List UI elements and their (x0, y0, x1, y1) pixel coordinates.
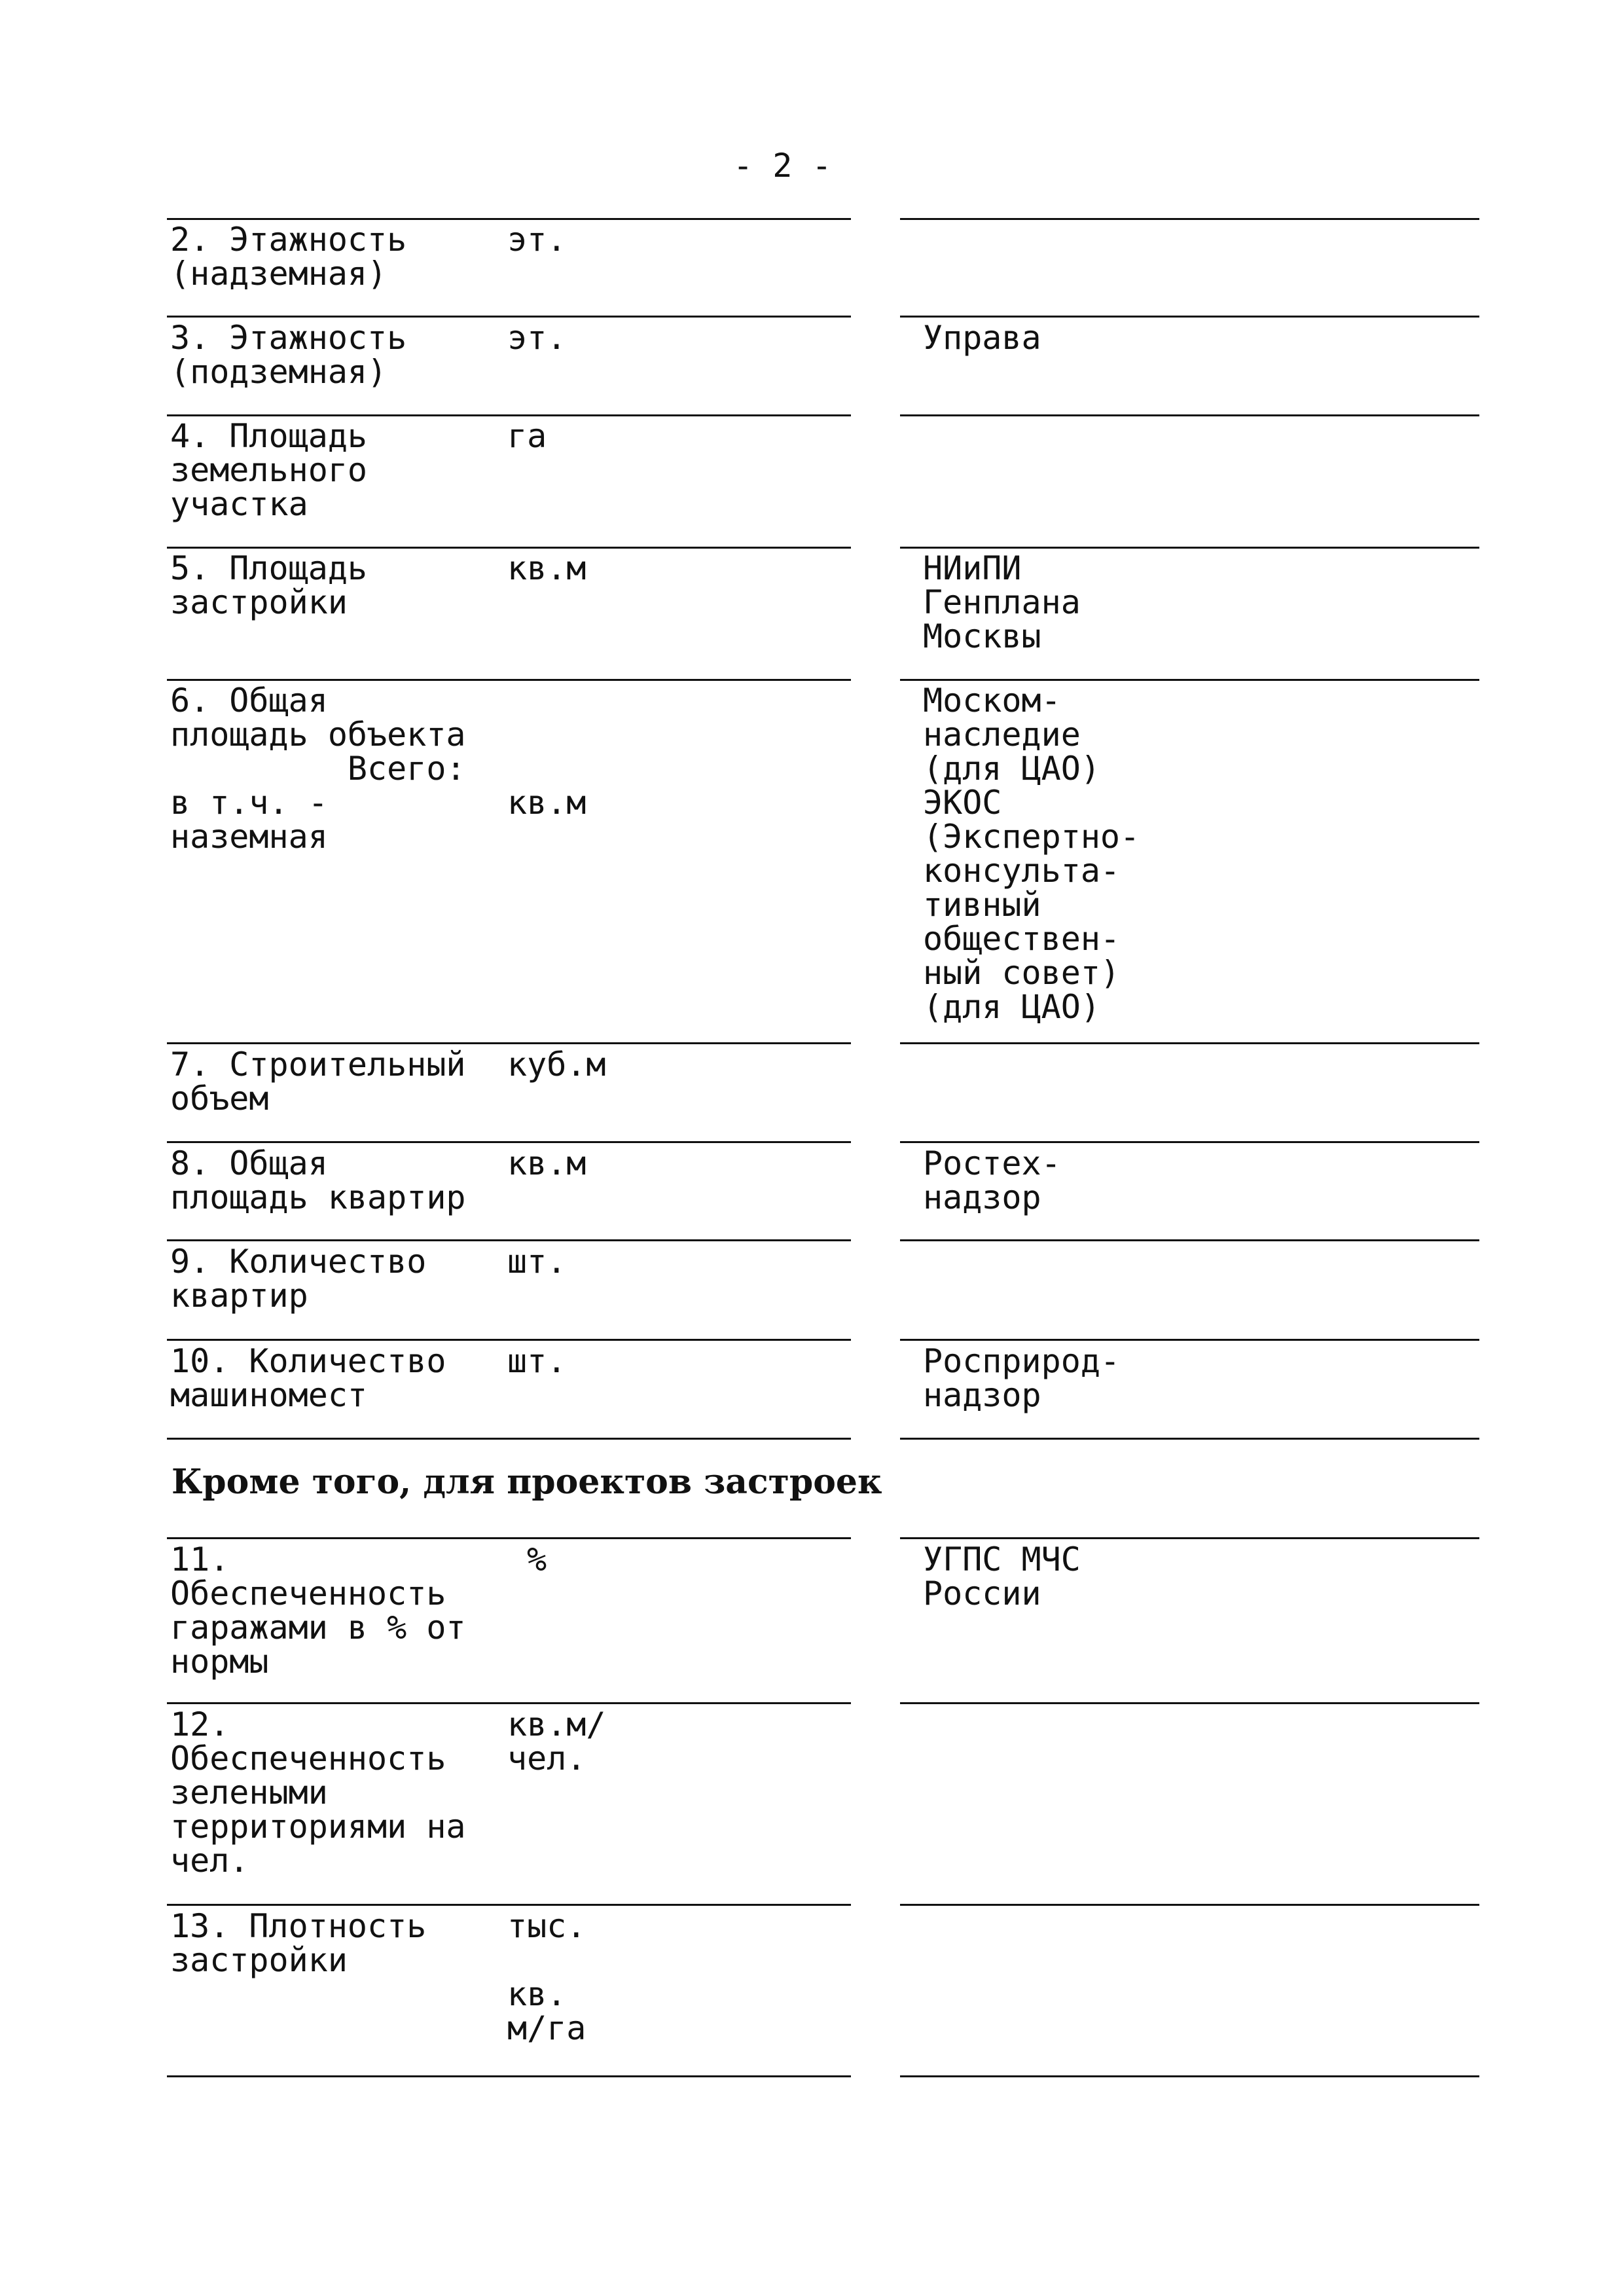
row-divider (167, 218, 851, 220)
row-unit: тыс. кв. м/га (507, 1907, 586, 2047)
row-unit: шт. (507, 1342, 567, 1380)
row-divider (167, 414, 851, 416)
row-divider (167, 547, 851, 549)
row-divider (900, 1904, 1479, 1906)
row-unit: эт. (507, 221, 567, 259)
row-label: 9. Количество квартир (170, 1243, 427, 1315)
row-label: 10. Количество машиномест (170, 1342, 446, 1414)
section-heading: Кроме того, для проектов застроек (171, 1462, 882, 1502)
row-divider (167, 2075, 851, 2077)
row-divider (167, 1904, 851, 1906)
row-unit: кв.м (507, 549, 586, 587)
row-organization: Росприрод- надзор (923, 1342, 1121, 1414)
row-divider (167, 1239, 851, 1241)
row-divider (900, 414, 1479, 416)
row-divider (167, 1537, 851, 1539)
row-unit: кв.м (507, 1144, 586, 1182)
row-divider (167, 1042, 851, 1044)
row-divider (900, 1239, 1479, 1241)
row-divider (900, 1438, 1479, 1440)
row-divider (900, 1339, 1479, 1341)
row-label: 5. Площадь застройки (170, 549, 368, 621)
row-divider (900, 1702, 1479, 1704)
row-divider (900, 1537, 1479, 1539)
row-label: 7. Строительный объем (170, 1046, 466, 1118)
page-number: - 2 - (733, 147, 832, 185)
row-label: 11. Обеспеченность гаражами в % от нормы (170, 1540, 466, 1681)
row-divider (900, 218, 1479, 220)
row-divider (900, 316, 1479, 318)
row-organization: УГПС МЧС России (923, 1540, 1081, 1613)
row-divider (167, 1141, 851, 1143)
row-label: 4. Площадь земельного участка (170, 417, 368, 523)
row-organization: НИиПИ Генплана Москвы (923, 549, 1081, 655)
row-organization: Управа (923, 319, 1041, 357)
row-label: 13. Плотность застройки (170, 1907, 427, 1979)
row-unit: га (507, 417, 547, 455)
row-organization: Ростех- надзор (923, 1144, 1061, 1216)
row-divider (900, 2075, 1479, 2077)
row-divider (167, 1702, 851, 1704)
row-divider (167, 1339, 851, 1341)
row-label: 2. Этажность (надземная) (170, 221, 407, 293)
row-label: 3. Этажность (подземная) (170, 319, 407, 391)
row-unit: кв.м (507, 784, 586, 822)
row-unit: кв.м/ чел. (507, 1705, 606, 1777)
row-label: 8. Общая площадь квартир (170, 1144, 466, 1216)
row-divider (167, 316, 851, 318)
row-label: 6. Общая площадь объекта Всего: в т.ч. - наземная (170, 682, 466, 856)
row-unit: % (527, 1540, 547, 1578)
row-unit: шт. (507, 1243, 567, 1281)
row-unit: куб.м (507, 1046, 606, 1084)
row-organization: Моском- наследие (для ЦАО) ЭКОС (Экспертно- консульта- тивный обществен- ный совет) (для ЦАО) (923, 682, 1140, 1026)
row-label: 12. Обеспеченность зелеными территориями на чел. (170, 1705, 466, 1880)
row-divider (900, 1042, 1479, 1044)
row-divider (167, 679, 851, 681)
row-unit: эт. (507, 319, 567, 357)
row-divider (900, 547, 1479, 549)
row-divider (167, 1438, 851, 1440)
row-divider (900, 1141, 1479, 1143)
row-divider (900, 679, 1479, 681)
